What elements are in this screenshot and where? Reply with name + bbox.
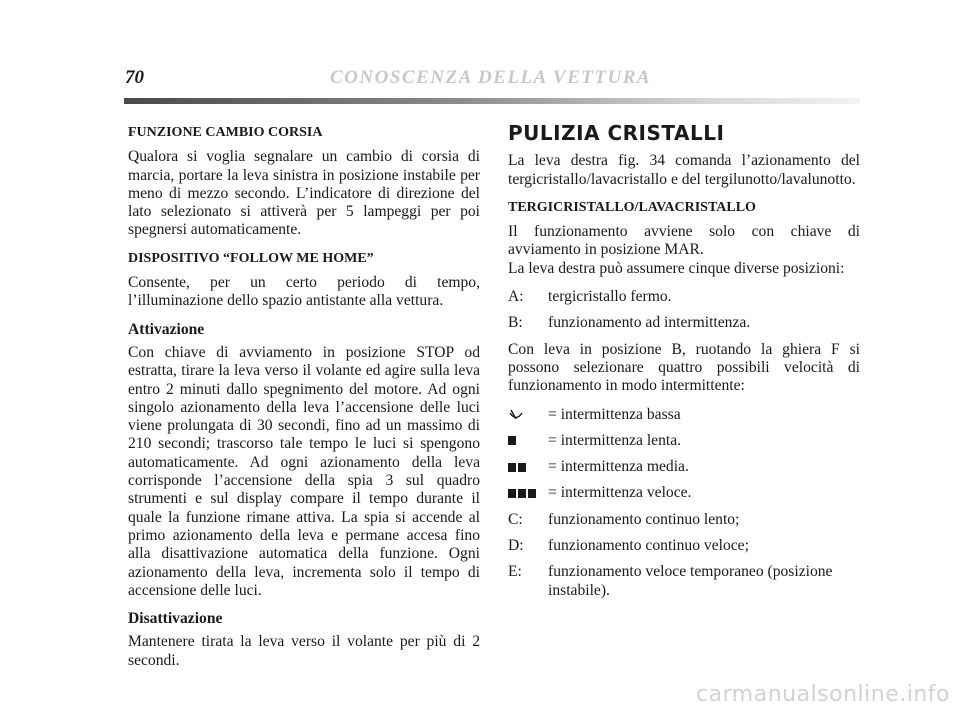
heading-funzione-cambio-corsia: FUNZIONE CAMBIO CORSIA [128, 125, 323, 140]
heading-tergicristallo: TERGICRISTALLO/LAVACRISTALLO [508, 199, 756, 215]
list-item [508, 314, 860, 332]
right-column [508, 121, 860, 608]
item-text: funzionamento ad intermittenza. [548, 314, 751, 332]
heading-attivazione: Attivazione [128, 320, 205, 338]
item-key: C: [508, 510, 523, 528]
list-item [508, 484, 860, 502]
two-bars-icon [508, 458, 548, 476]
paragraph-posizioni: La leva destra può assumere cinque diverse posizioni: [508, 259, 845, 277]
paragraph-attivazione: Con chiave di avviamento in posizione STOP od estratta, tirare la leva verso il volante ed agire sulla leva entro 2 minuti dallo spegnimento del motore. Ad ogni singolo azionamento della leva l’accensione delle luci viene prolungata di 30 secondi, fino ad un massimo di 210 secondi; trascorso tale tempo le luci si spengono automaticamente. Ad ogni azionamento della leva corrisponde l’accensione della spia 3 sul quadro strumenti e sul display compare il tempo durante il quale la funzione rimane attiva. La spia si accende al primo azionamento della leva e permane accesa fino alla disattivazione automatica della funzione. Ogni azionamento della leva, incrementa solo il tempo di accensione delle luci. [128, 343, 480, 599]
item-key: A: [508, 288, 524, 306]
page-number: 70 [125, 67, 144, 88]
paragraph-ghiera: Con leva in posizione B, ruotando la ghiera F si possono selezionare quattro possibili velocità di funzionamento in modo intermittente: [508, 340, 860, 395]
left-column [128, 124, 480, 680]
item-text: funzionamento continuo lento; [548, 510, 740, 528]
item-key: E: [508, 563, 522, 581]
running-title: CONOSCENZA DELLA VETTURA [330, 67, 652, 88]
item-text: = intermittenza bassa [548, 405, 681, 423]
item-key: D: [508, 537, 524, 555]
item-text: tergicristallo fermo. [548, 288, 672, 306]
paragraph-leva-destra: La leva destra fig. 34 comanda l’azionamento del tergicristallo/lavacristallo e del tergilunotto/lavalunotto. [508, 152, 860, 188]
one-bar-icon [508, 432, 548, 450]
list-item [508, 458, 860, 476]
list-item [508, 511, 860, 529]
paragraph-disattivazione: Mantenere tirata la leva verso il volante per più di 2 secondi. [128, 633, 480, 669]
list-item [508, 537, 860, 555]
item-text: = intermittenza lenta. [548, 431, 682, 449]
list-item [508, 406, 860, 424]
list-item [508, 563, 860, 600]
item-text: = intermittenza media. [548, 458, 689, 476]
paragraph-funzionamento: Il funzionamento avviene solo con chiave di avviamento in posizione MAR. [508, 223, 860, 259]
item-key: B: [508, 314, 523, 332]
watermark: carmanualsonline.info [696, 682, 950, 707]
list-item [508, 432, 860, 450]
item-text: funzionamento continuo veloce; [548, 537, 749, 555]
item-text: = intermittenza veloce. [548, 484, 692, 502]
heading-pulizia-cristalli: PULIZIA CRISTALLI [508, 121, 725, 145]
three-bars-icon [508, 484, 548, 502]
item-text: funzionamento veloce temporaneo (posizione instabile). [548, 563, 833, 599]
heading-disattivazione: Disattivazione [128, 610, 223, 628]
wiper-icon [508, 406, 548, 424]
heading-follow-me-home: DISPOSITIVO “FOLLOW ME HOME” [128, 250, 374, 266]
header-rule [124, 98, 860, 104]
list-item [508, 288, 860, 306]
paragraph-cambio-corsia: Qualora si voglia segnalare un cambio di corsia di marcia, portare la leva sinistra in posizione instabile per meno di mezzo secondo. L’indicatore di direzione del lato selezionato si attiverà per 5 lampeggi per poi spegnersi automaticamente. [128, 148, 480, 239]
paragraph-follow-me-home: Consente, per un certo periodo di tempo, l’illuminazione dello spazio antistante alla vettura. [128, 274, 480, 310]
